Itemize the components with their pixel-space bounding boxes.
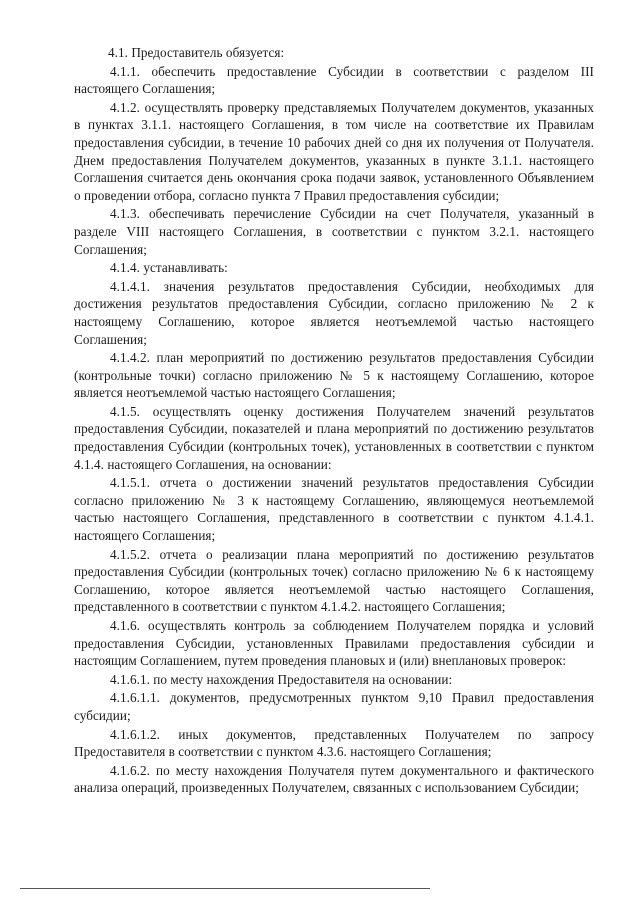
- footer-divider: [20, 888, 430, 889]
- document-page: [74, 44, 594, 798]
- paragraph-4-1-3: 4.1.3. обеспечивать перечисление Субсидии на счет Получателя, указанный в разделе VIII настоящего Соглашения, в соответствии с пунктом 3.2.1. настоящего Соглашения;: [74, 206, 594, 257]
- paragraph-4-1-6-1-1: 4.1.6.1.1. документов, предусмотренных пунктом 9,10 Правил предоставления субсидии;: [74, 690, 594, 723]
- paragraph-4-1-6-1: 4.1.6.1. по месту нахождения Предоставителя на основании:: [110, 671, 453, 687]
- paragraph-4-1: 4.1. Предоставитель обязуется:: [108, 45, 285, 60]
- paragraph-4-1-4: 4.1.4. устанавливать:: [110, 260, 228, 276]
- paragraph-4-1-5-2: 4.1.5.2. отчета о реализации плана мероприятий по достижению результатов предоставления Субсидии (контрольных точек) согласно приложению № 6 к настоящему Соглашению, которое является неотъемлемой частью настоящего Соглашения, представленного в соответствии с пунктом 4.1.4.2. настоящего Соглашения;: [74, 546, 594, 615]
- paragraph-4-1-6-2: 4.1.6.2. по месту нахождения Получателя путем документального и фактического анализа операций, произведенных Получателем, связанных с использованием Субсидии;: [74, 762, 594, 796]
- paragraph-4-1-1: 4.1.1. обеспечить предоставление Субсидии в соответствии с разделом III настоящего Соглашения;: [74, 63, 594, 97]
- paragraph-4-1-5-1: 4.1.5.1. отчета о достижении значений результатов предоставления Субсидии согласно приложению № 3 к настоящему Соглашению, являющемуся неотъемлемой частью настоящего Соглашения, представленного в соответствии с пунктом 4.1.4.1. настоящего Соглашения;: [74, 475, 594, 544]
- paragraph-4-1-5: 4.1.5. осуществлять оценку достижения Получателем значений результатов предоставления Субсидии, показателей и плана мероприятий по достижению результатов предоставления Субсидии (контрольных точек), установленных в соответствии с пунктом 4.1.4. настоящего Соглашения, на основании:: [74, 403, 594, 472]
- paragraph-4-1-4-2: 4.1.4.2. план мероприятий по достижению результатов предоставления Субсидии (контрольные точки) согласно приложению № 5 к настоящему Соглашению, которое является неотъемлемой частью настоящего Соглашения;: [74, 350, 594, 401]
- paragraph-4-1-4-1: 4.1.4.1. значения результатов предоставления Субсидии, необходимых для достижения результатов предоставления Субсидии, согласно приложению № 2 к настоящему Соглашению, которое является неотъемлемой частью настоящего Соглашения;: [74, 278, 594, 347]
- paragraph-4-1-6: 4.1.6. осуществлять контроль за соблюдением Получателем порядка и условий предоставления Субсидии, установленных Правилами предоставления субсидии и настоящим Соглашением, путем проведения плановых и (или) внеплановых проверок:: [74, 618, 594, 669]
- paragraph-4-1-2: 4.1.2. осуществлять проверку представляемых Получателем документов, указанных в пунктах 3.1.1. настоящего Соглашения, в том числе на соответствие их Правилам предоставления субсидии, в течение 10 рабочих дней со дня их получения от Получателя. Днем предоставления Получателем документов, указанных в пункте 3.1.1. настоящего Соглашения считается день окончания срока подачи заявок, установленного Объявлением о проведении отбора, согласно пункта 7 Правил предоставления субсидии;: [74, 99, 594, 203]
- paragraph-4-1-6-1-2: 4.1.6.1.2. иных документов, представленных Получателем по запросу Предоставителя в соответствии с пунктом 4.3.6. настоящего Соглашения;: [74, 726, 594, 760]
